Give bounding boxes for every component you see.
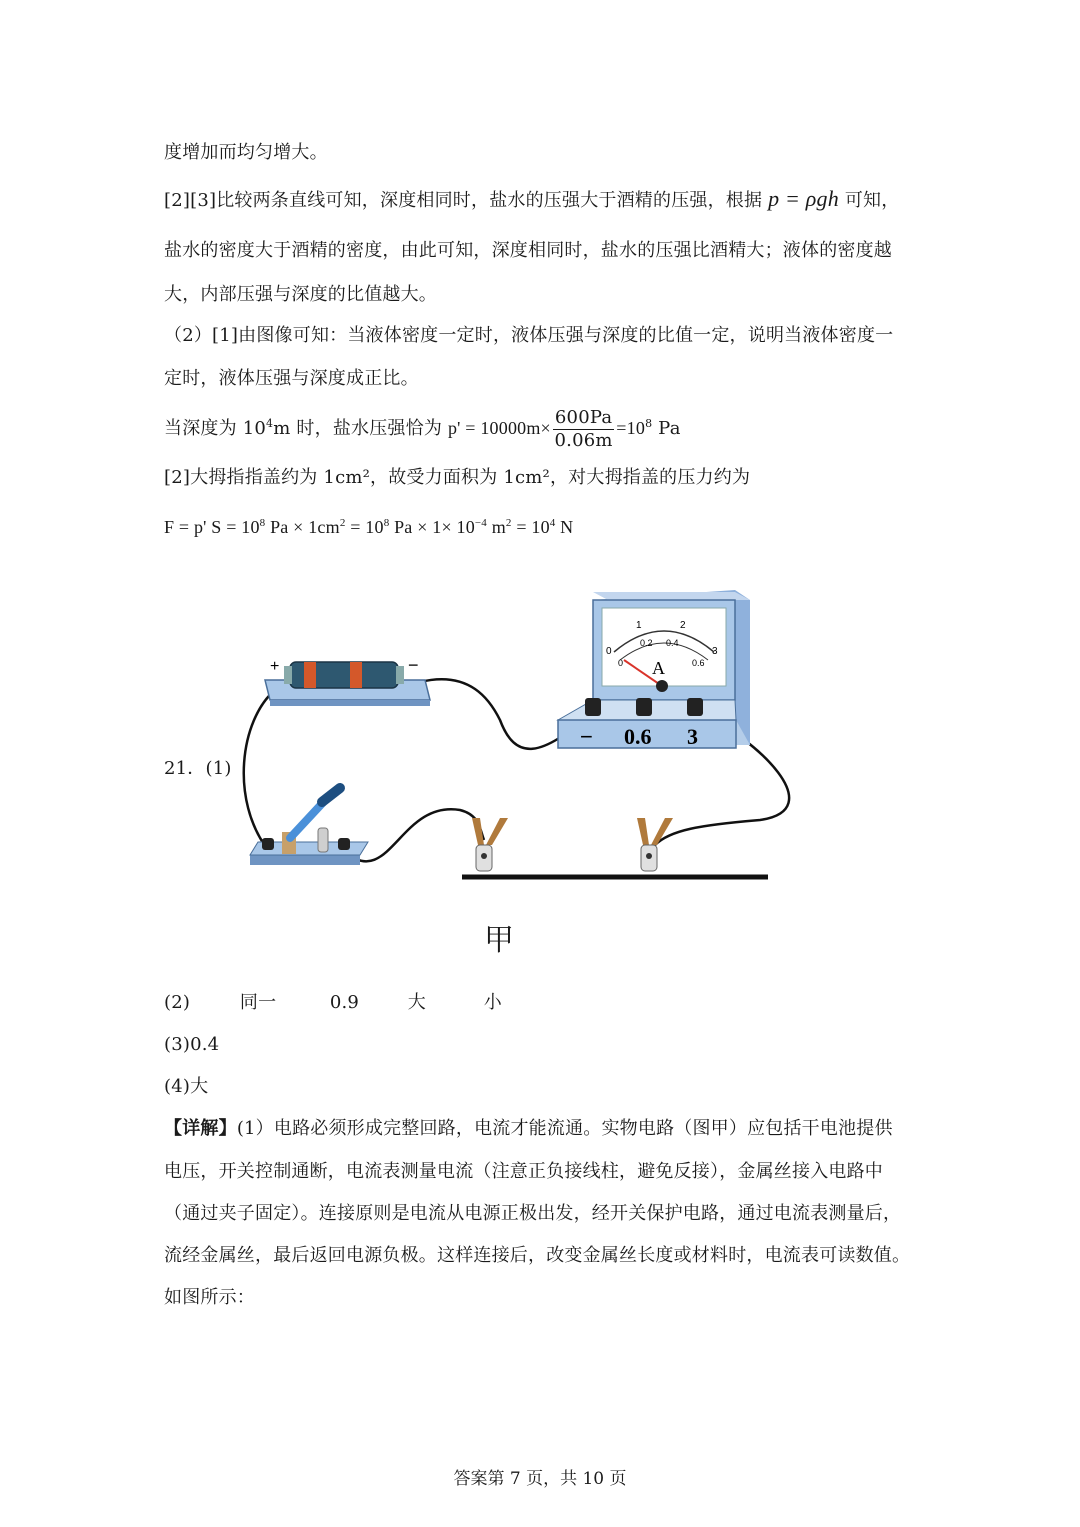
wire-battery-switch bbox=[244, 690, 275, 850]
ff-j: 2 bbox=[505, 517, 512, 529]
explain-line-1-text: (1）电路必须形成完整回路，电流才能流通。实物电路（图甲）应包括干电池提供 bbox=[236, 1118, 893, 1139]
ff-l: 4 bbox=[549, 517, 556, 529]
ammeter-unit: A bbox=[652, 658, 665, 678]
ff-m: N bbox=[555, 517, 574, 537]
ff-c: Pa × 1cm bbox=[265, 517, 340, 537]
ff-f: 8 bbox=[383, 517, 390, 529]
explain-line-4: 流经金属丝，最后返回电源负极。这样连接后，改变金属丝长度或材料时，电流表可读数值。 bbox=[164, 1245, 911, 1266]
alligator-clip-left bbox=[472, 818, 508, 871]
fraction-numerator: 600Pa bbox=[554, 406, 613, 428]
dial-top-0: 0 bbox=[606, 646, 612, 657]
pressure-unit: Pa bbox=[652, 418, 681, 439]
pressure-expr: p' = 10000m× bbox=[447, 418, 551, 438]
figure-caption: 甲 bbox=[484, 923, 514, 958]
dial-bottom-0: 0 bbox=[618, 658, 624, 668]
battery-minus-label: − bbox=[408, 655, 419, 675]
text-line-1: 度增加而均匀增大。 bbox=[164, 142, 328, 163]
fraction-denominator: 0.06m bbox=[554, 429, 613, 451]
depth-mid: m 时，盐水压强恰为 bbox=[273, 418, 443, 439]
text-line-6: 定时，液体压强与深度成正比。 bbox=[164, 368, 419, 389]
battery bbox=[265, 655, 430, 706]
ff-g: Pa × 1× 10 bbox=[389, 517, 475, 537]
question-21-label: 21．(1) bbox=[164, 758, 232, 779]
terminal-negative bbox=[585, 698, 601, 716]
text-line-5: （2）[1]由图像可知：当液体密度一定时，液体压强与深度的比值一定，说明当液体密度一 bbox=[164, 325, 894, 346]
terminal-3 bbox=[687, 698, 703, 716]
page-footer: 答案第 7 页，共 10 页 bbox=[453, 1469, 627, 1489]
explain-line-2: 电压，开关控制通断，电流表测量电流（注意正负接线柱，避免反接），金属丝接入电路中 bbox=[164, 1161, 883, 1182]
explain-heading: 【详解】 bbox=[164, 1118, 237, 1139]
switch-terminal-left bbox=[262, 838, 274, 850]
knife-switch bbox=[250, 788, 368, 865]
ammeter bbox=[558, 590, 750, 749]
answer-3: (3)0.4 bbox=[164, 1034, 220, 1055]
pressure-result: =10 bbox=[616, 418, 646, 438]
terminal-label-0-6: 0.6 bbox=[624, 724, 652, 749]
answer-2-label: (2) bbox=[164, 992, 191, 1013]
ff-h: −4 bbox=[474, 517, 488, 529]
dial-top-2: 2 bbox=[680, 620, 686, 631]
ff-k: = 10 bbox=[511, 517, 550, 537]
terminal-label-negative: − bbox=[580, 724, 593, 749]
dial-bottom-2: 0.4 bbox=[666, 638, 679, 648]
text-line-3: 盐水的密度大于酒精的密度，由此可知，深度相同时，盐水的压强比酒精大；液体的密度越 bbox=[164, 240, 892, 261]
depth-exponent: 4 bbox=[266, 417, 274, 430]
depth-prefix: 当深度为 10 bbox=[164, 418, 267, 439]
answer-2 bbox=[164, 990, 502, 1016]
explain-line-5: 如图所示： bbox=[164, 1287, 255, 1308]
answer-2-item-4: 小 bbox=[483, 992, 502, 1013]
text-line-2-pre: [2][3]比较两条直线可知，深度相同时，盐水的压强大于酒精的压强，根据 bbox=[164, 190, 763, 211]
dial-bottom-1: 0.2 bbox=[640, 638, 653, 648]
battery-plus-label: + bbox=[270, 658, 280, 675]
explain-line-3: （通过夹子固定）。连接原则是电流从电源正极出发，经开关保护电路，通过电流表测量后， bbox=[164, 1203, 902, 1224]
terminal-0-6 bbox=[636, 698, 652, 716]
explain-line-1 bbox=[164, 1116, 893, 1142]
answer-4: (4)大 bbox=[164, 1076, 209, 1097]
text-line-8: [2]大拇指指盖约为 1cm²，故受力面积为 1cm²，对大拇指盖的压力约为 bbox=[164, 467, 751, 488]
text-line-2-post: 可知， bbox=[844, 190, 900, 211]
answer-2-item-2: 0.9 bbox=[329, 992, 360, 1013]
dial-bottom-3: 0.6 bbox=[692, 658, 705, 668]
pressure-result-exp: 8 bbox=[645, 417, 653, 430]
ff-d: 2 bbox=[339, 517, 346, 529]
ff-a: F = p' S = 10 bbox=[164, 517, 260, 537]
text-line-4: 大，内部压强与深度的比值越大。 bbox=[164, 284, 437, 305]
alligator-clip-right bbox=[637, 818, 673, 871]
wire-switch-clip bbox=[345, 809, 484, 861]
ff-i: m bbox=[487, 517, 506, 537]
answer-2-item-3: 大 bbox=[407, 992, 426, 1013]
dial-top-3: 3 bbox=[712, 646, 718, 657]
ff-b: 8 bbox=[259, 517, 266, 529]
terminal-label-3: 3 bbox=[687, 724, 698, 749]
ff-e: = 10 bbox=[345, 517, 384, 537]
dial-top-1: 1 bbox=[636, 620, 642, 631]
answer-2-item-1: 同一 bbox=[239, 992, 277, 1013]
switch-terminal-right bbox=[338, 838, 350, 850]
formula-pressure: p = ρgh bbox=[768, 186, 839, 211]
